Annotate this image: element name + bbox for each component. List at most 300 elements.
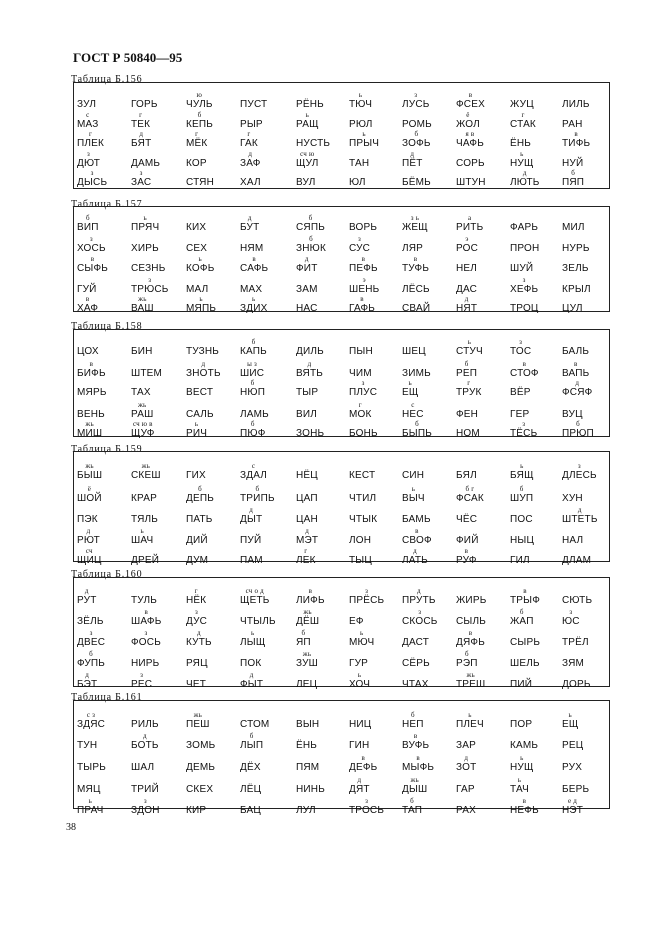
cell-word: ТРЮСЬ [131,284,169,295]
cell-word: ФСАК [456,493,484,504]
cell-word: СКЕШ [131,470,161,481]
table-cell [186,420,208,439]
cell-word: ДЁХ [240,762,261,773]
cell-superscript: д [142,732,147,740]
cell-word: РЮТ [77,535,100,546]
cell-superscript: ь [468,711,472,719]
cell-word: ЖАП [510,616,534,627]
table-cell [510,462,534,481]
table-cell [402,527,432,546]
cell-word: САЛЬ [186,409,214,420]
cell-word: ЯП [296,637,311,648]
cell-word: ЦАН [296,514,318,525]
cell-word: ГАК [240,138,258,149]
cell-word: НЮП [240,387,266,398]
table-cell [240,178,261,188]
table-cell [77,100,96,110]
cell-superscript: д [247,214,252,222]
table-cell [349,369,372,379]
table-cell [349,671,371,690]
cell-word: ДЛЕСЬ [562,470,597,481]
cell-word: ВИП [77,222,99,233]
cell-word: НЕЛ [456,263,478,274]
cell-word: НИНЬ [296,784,325,795]
cell-word: ТРУК [456,387,482,398]
table-cell [349,629,375,648]
table-cell [131,659,159,669]
cell-word: ЮЛ [349,177,366,188]
cell-word: ШИС [240,368,265,379]
table-cell [186,806,206,816]
table-cell [456,754,477,773]
table-cell [510,276,539,295]
cell-superscript: б [255,485,260,493]
cell-word: РИТЬ [456,222,484,233]
table-cell [240,785,261,795]
table-cell [296,139,330,149]
table-cell [349,235,371,254]
cell-word: НЯМ [240,243,264,254]
cell-superscript: в [308,587,313,595]
cell-superscript: г [195,130,199,138]
table-cell [456,159,485,169]
cell-superscript: в [361,754,365,762]
table-cell [510,536,534,546]
table-cell [240,462,268,481]
table-cell [186,587,207,606]
cell-superscript: д [197,629,201,637]
cell-word: ЁНЬ [296,740,318,751]
cell-superscript: ю [196,91,203,99]
table-cell [240,244,263,254]
cell-word: КУТЬ [186,637,212,648]
cell-word: ЩЕТЬ [240,595,270,606]
cell-superscript: ё [466,111,470,119]
cell-word: МАЛ [186,284,209,295]
table-cell [349,91,373,110]
table-cell [402,244,423,254]
table-cell [510,100,534,110]
table-cell [349,659,368,669]
cell-word: ЛЕЦ [296,679,318,690]
cell-word: ДЕФЬ [349,762,378,773]
cell-superscript: з ь [410,214,420,222]
cell-word: ВОРЬ [349,222,378,233]
table-cell [456,111,480,130]
table-cell [240,420,266,439]
table-cell [402,304,430,314]
cell-word: ТУЗНЬ [186,346,220,357]
cell-word: ШУП [510,493,534,504]
cell-word: ЛЕК [296,555,316,566]
table-cell [456,429,480,439]
cell-word: БЯЩ [510,470,534,481]
cell-word: РАН [562,119,583,130]
table-cell [240,536,261,546]
cell-word: ХОСЬ [77,243,106,254]
cell-word: МЮЧ [349,637,375,648]
cell-superscript: з [522,276,526,284]
cell-superscript: б [464,360,469,368]
cell-superscript: ь [411,485,416,493]
table-cell [186,130,208,149]
table-cell [402,587,436,606]
cell-superscript: б [415,420,419,428]
cell-superscript: б [198,485,202,493]
cell-superscript: з [89,629,93,637]
table-cell [456,338,483,357]
cell-word: ЖЕЩ [402,222,428,233]
cell-superscript: жь [466,671,475,679]
table-cell [296,608,320,627]
table-cell [186,91,213,110]
cell-superscript: в [468,91,473,99]
cell-word: ШУЙ [510,263,534,274]
cell-word: ДЫСЬ [77,177,108,188]
table-cell [77,360,106,379]
cell-word: ПУСТ [240,99,268,110]
cell-word: КИХ [186,222,207,233]
table-cell [240,295,268,314]
cell-superscript: жь [138,295,147,303]
cell-superscript: ь [520,754,524,762]
table-cell [131,401,154,420]
cell-word: ЖОЛ [456,119,480,130]
table-cell [240,214,260,233]
cell-word: ЛЯР [402,243,424,254]
table-cell [402,420,432,439]
cell-word: ПЕФЬ [349,263,378,274]
cell-word: МЯПЬ [186,303,217,314]
cell-superscript: жь [410,776,419,784]
cell-word: ЗДЯС [77,719,106,730]
table-cell [186,255,215,274]
table-cell [186,659,208,669]
cell-superscript: д [85,671,90,679]
cell-word: ГИХ [186,470,206,481]
table-cell [562,304,583,314]
cell-word: СЫЛЬ [456,616,486,627]
cell-superscript: ь [194,420,199,428]
cell-word: ЛЁСЬ [402,284,430,295]
table-cell [131,276,169,295]
cell-word: РЁНЬ [296,99,324,110]
cell-word: ПРАЧ [77,805,104,816]
table-cell [402,471,424,481]
table-cell [296,214,325,233]
cell-word: ВАПЬ [562,368,590,379]
cell-word: ЗУЛ [77,99,97,110]
table-cell [562,638,589,648]
table-cell [77,650,106,669]
table-cell [402,150,423,169]
cell-superscript: б [89,650,93,658]
cell-superscript: б [410,797,414,805]
cell-word: МЯЦ [77,784,101,795]
table-cell [131,244,159,254]
cell-word: ТУФЬ [402,263,430,274]
table-cell [510,264,533,274]
cell-word: ТРЫФ [510,595,541,606]
table-cell [562,130,591,149]
table-cell [131,763,154,773]
table-cell [131,111,151,130]
table-cell [77,388,107,398]
cell-word: ДЛАМ [562,555,592,566]
table-cell [240,100,267,110]
cell-word: ЗЁЛЬ [77,616,104,627]
table-cell [131,420,155,439]
cell-superscript: в [573,360,578,368]
cell-word: ТАХ [131,387,151,398]
cell-superscript: б [410,711,415,719]
table-cell [131,556,159,566]
cell-superscript: б [250,420,255,428]
table-cell [186,360,221,379]
cell-word: КОР [186,158,207,169]
table-cell [296,388,318,398]
cell-word: ТРИПЬ [240,493,275,504]
cell-superscript: з [358,235,362,243]
cell-word: СЕХ [186,243,208,254]
cell-word: ЮС [562,616,580,627]
table-cell [296,629,311,648]
cell-word: НЁЦ [296,470,318,481]
table-cell [456,547,477,566]
table-cell [402,347,426,357]
table-cell [77,111,99,130]
cell-superscript: г [139,111,143,119]
table-cell [296,471,318,481]
cell-superscript: з [577,462,581,470]
table-cell [456,485,484,504]
cell-word: НЯТ [456,303,478,314]
cell-word: ТРИЙ [131,784,159,795]
table-cell [562,596,592,606]
cell-superscript: в [464,547,469,555]
cell-superscript: б г [465,485,475,493]
cell-word: ЗОФЬ [402,138,431,149]
table-cell [510,556,530,566]
cell-word: БАЛЬ [562,346,590,357]
cell-superscript: в [89,360,94,368]
table-label: Таблица Б.157 [71,199,143,210]
cell-word: ГУР [349,658,369,669]
cell-superscript: в [361,255,366,263]
table-cell [131,515,158,525]
cell-superscript: а [468,214,472,222]
table-cell [349,494,376,504]
table-cell [240,506,263,525]
table-cell [562,680,591,690]
cell-superscript: в [415,527,419,535]
cell-superscript: д [410,150,415,158]
cell-superscript: ь [520,150,524,158]
cell-word: ТЕК [131,119,151,130]
table-cell [131,720,159,730]
table-cell [349,720,371,730]
cell-word: ФОСЬ [131,637,161,648]
table-cell [510,797,539,816]
table-cell [456,785,475,795]
table-cell [402,711,424,730]
table-cell [456,130,484,149]
table-cell [349,587,385,606]
cell-word: ТРЕШ [456,679,486,690]
cell-word: МЁК [186,138,208,149]
table-cell [296,347,324,357]
table-cell [402,732,430,751]
cell-superscript: б [251,338,256,346]
cell-word: РЕЦ [562,740,584,751]
cell-word: ЗДОН [131,805,160,816]
table-cell [186,711,210,730]
cell-superscript: д [522,169,527,177]
page-number: 38 [66,822,76,833]
table-cell [456,410,478,420]
cell-word: ЧЁС [456,514,478,525]
table-cell [240,720,269,730]
cell-word: ЗОМЬ [186,740,216,751]
cell-word: ЗАФ [240,158,261,169]
table-cell [77,617,104,627]
cell-word: ПРЯЧ [131,222,160,233]
cell-superscript: з [418,608,422,616]
cell-superscript: з [195,608,199,616]
table-cell [77,255,109,274]
table-cell [186,556,208,566]
table-cell [349,515,377,525]
table-cell [510,485,534,504]
cell-superscript: д [249,506,254,514]
cell-superscript: б [519,608,524,616]
cell-superscript: б [249,732,254,740]
table-cell [186,410,214,420]
table-cell [131,295,154,314]
cell-word: НИРЬ [131,658,160,669]
table-cell [77,527,100,546]
table-cell [510,659,540,669]
cell-superscript: ь [467,338,472,346]
cell-word: ЗДИХ [240,303,268,314]
cell-superscript: э [465,235,469,243]
cell-word: ПРЁСЬ [349,595,385,606]
table-cell [349,776,370,795]
table-cell [131,159,160,169]
table-cell [562,741,583,751]
cell-word: НЁК [186,595,207,606]
cell-superscript: д [305,527,309,535]
cell-word: ТУН [77,740,98,751]
cell-word: СЮТЬ [562,595,593,606]
table-cell [296,410,317,420]
cell-word: ПУЙ [240,535,262,546]
table-cell [131,347,153,357]
table-cell [402,638,429,648]
cell-word: ЗОТ [456,762,477,773]
cell-superscript: г [88,130,93,138]
cell-word: ХАЛ [240,177,261,188]
cell-word: НОМ [456,428,480,439]
cell-superscript: с [411,401,415,409]
table-cell [77,295,99,314]
cell-word: МИЛ [562,222,585,233]
table-cell [77,169,108,188]
table-cell [402,776,428,795]
cell-superscript: ь [359,629,364,637]
cell-superscript: в [522,797,527,805]
table-cell [349,401,372,420]
table-cell [456,471,477,481]
cell-word: ДУМ [186,555,209,566]
table-cell [77,285,97,295]
table-cell [562,159,583,169]
table-cell [186,111,214,130]
cell-word: ЗДАЛ [240,470,268,481]
cell-word: ЛАМЬ [240,409,269,420]
cell-superscript: з [140,671,144,679]
cell-superscript: д [357,776,362,784]
cell-superscript: жь [141,462,151,470]
cell-superscript: г [247,130,251,138]
cell-word: КОФЬ [186,263,215,274]
table-cell [562,494,583,504]
table-cell [402,91,430,110]
table-cell [349,754,378,773]
cell-superscript: з [365,587,369,595]
cell-word: БЁМЬ [402,177,431,188]
table-cell [240,120,263,130]
table-cell [562,347,589,357]
cell-superscript: з [90,169,94,177]
cell-superscript: д [307,360,312,368]
cell-superscript: жь [302,650,312,658]
table-cell [349,556,372,566]
table-cell [131,608,162,627]
cell-word: ТАЧ [510,784,529,795]
cell-word: ЗОНЬ [296,428,325,439]
cell-word: ВЁР [510,387,531,398]
cell-word: ВЯТЬ [296,368,324,379]
table-cell [349,295,376,314]
cell-word: ЖИРЬ [456,595,487,606]
cell-word: ФИТ [296,263,318,274]
table-cell [349,130,380,149]
cell-word: ХУН [562,493,583,504]
table-cell [456,617,486,627]
cell-word: НУСТЬ [296,138,331,149]
cell-word: ЛЮТЬ [510,177,540,188]
cell-superscript: з [144,629,148,637]
cell-word: ШАЧ [131,535,154,546]
table-cell [562,659,584,669]
cell-superscript: в [468,629,473,637]
table-cell [402,255,430,274]
cell-superscript: в [413,732,418,740]
cell-superscript: з [569,608,573,616]
table-cell [349,471,375,481]
cell-word: НЭТ [562,805,584,816]
cell-superscript: в [416,754,420,762]
cell-word: СТАК [510,119,536,130]
table-cell [131,494,157,504]
cell-superscript: б [576,420,580,428]
cell-word: ШОЙ [77,493,102,504]
table-cell [186,536,208,546]
cell-word: ХОЧ [349,679,371,690]
cell-word: ХЕФЬ [510,284,539,295]
cell-superscript: сч [85,547,93,555]
